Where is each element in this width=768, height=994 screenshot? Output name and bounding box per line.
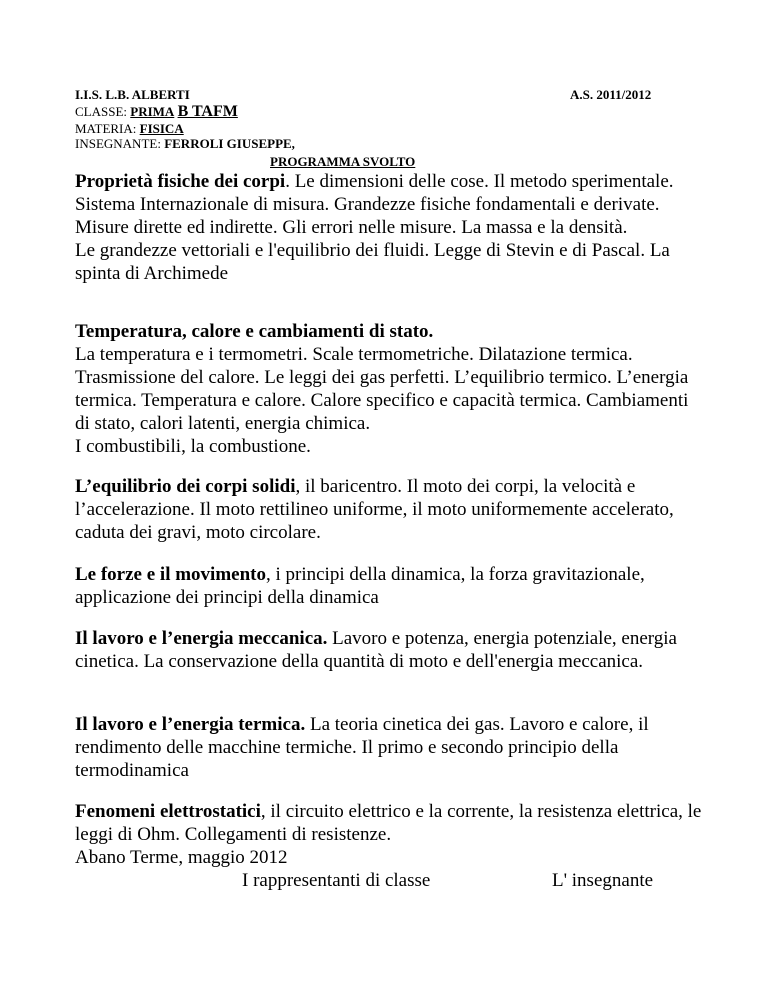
- section-paragraph: [75, 563, 705, 609]
- section-text: La temperatura e i termometri. Scale termometriche. Dilatazione termica. Trasmissione del calore. Le leggi dei gas perfetti. L’equilibrio termico. L’energia termica. Temperatura e calore. Calore specifico e capacità termica. Cambiamenti di stato, calori latenti, energia chimica.: [75, 344, 689, 434]
- section-text: Lavoro e potenza, energia potenziale, energia cinetica. La conservazione della quantità di moto e dell'energia meccanica.: [75, 628, 677, 672]
- section-paragraph: [75, 170, 705, 239]
- section-3: [75, 475, 705, 544]
- section-paragraph: [75, 475, 705, 544]
- section-7: [75, 800, 705, 846]
- signature-teacher: L' insegnante: [552, 870, 654, 891]
- class-label: CLASSE:: [75, 104, 131, 119]
- school-name: I.I.S. L.B. ALBERTI: [75, 87, 190, 102]
- section-text: , i principi della dinamica, la forza gravitazionale, applicazione dei principi della dinamica: [75, 564, 645, 608]
- section-paragraph: [75, 713, 705, 782]
- section-extra: I combustibili, la combustione.: [75, 436, 311, 457]
- section-paragraph: [75, 627, 705, 673]
- section-paragraph: [75, 800, 705, 846]
- section-5: [75, 627, 705, 673]
- place-date: Abano Terme, maggio 2012: [75, 847, 288, 868]
- section-2: [75, 320, 705, 458]
- subject-label: MATERIA:: [75, 121, 140, 136]
- section-6: [75, 713, 705, 782]
- section-text: . Le dimensioni delle cose. Il metodo sperimentale. Sistema Internazionale di misura. Grandezze fisiche fondamentali e derivate. Misure dirette ed indirette. Gli errori nelle misure. La massa e la densità.: [75, 171, 674, 238]
- subject-line: [75, 121, 184, 137]
- section-text: La teoria cinetica dei gas. Lavoro e calore, il rendimento delle macchine termiche. Il primo e secondo principio della termodinamica: [75, 714, 649, 781]
- teacher-value: FERROLI GIUSEPPE,: [164, 136, 295, 151]
- section-title: Le forze e il movimento: [75, 564, 266, 585]
- section-title: Il lavoro e l’energia termica.: [75, 714, 306, 735]
- class-value-b: B TAFM: [177, 103, 238, 120]
- program-title: PROGRAMMA SVOLTO: [270, 154, 416, 169]
- section-extra: Le grandezze vettoriali e l'equilibrio dei fluidi. Legge di Stevin e di Pascal. La spinta di Archimede: [75, 240, 670, 284]
- section-text: , il circuito elettrico e la corrente, la resistenza elettrica, le leggi di Ohm. Collegamenti di resistenze.: [75, 801, 702, 845]
- teacher-label: INSEGNANTE:: [75, 136, 165, 151]
- section-title: Proprietà fisiche dei corpi: [75, 171, 286, 192]
- class-line: [75, 104, 238, 120]
- section-title: Temperatura, calore e cambiamenti di stato.: [75, 321, 434, 342]
- section-1: [75, 170, 705, 285]
- subject-value: FISICA: [139, 121, 184, 136]
- section-title: Il lavoro e l’energia meccanica.: [75, 628, 328, 649]
- section-4: [75, 563, 705, 609]
- school-year: A.S. 2011/2012: [570, 87, 652, 102]
- signature-representatives: I rappresentanti di classe: [242, 870, 431, 891]
- class-value-a: PRIMA: [130, 104, 175, 119]
- teacher-line: [75, 136, 295, 152]
- section-title: L’equilibrio dei corpi solidi: [75, 476, 296, 497]
- section-text: , il baricentro. Il moto dei corpi, la velocità e l’accelerazione. Il moto rettilineo uniforme, il moto uniformemente accelerato, caduta dei gravi, moto circolare.: [75, 476, 674, 543]
- section-title: Fenomeni elettrostatici: [75, 801, 261, 822]
